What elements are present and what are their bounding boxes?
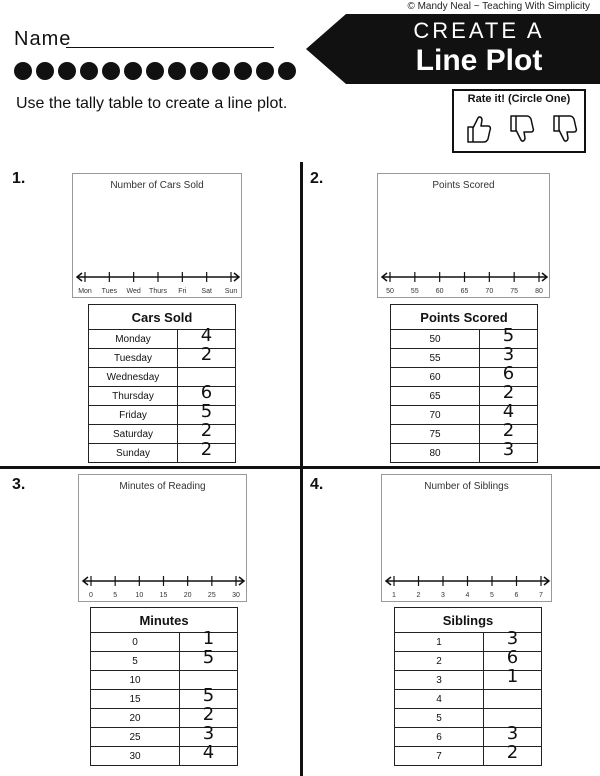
axis-tick-label: 50 (386, 288, 394, 295)
table-row (91, 747, 238, 766)
table-category: 2 (395, 652, 484, 671)
table-row (91, 633, 238, 652)
table-category: 65 (391, 387, 480, 406)
number-line (382, 475, 553, 603)
axis-tick-label: 0 (89, 592, 93, 599)
table-row (89, 368, 236, 387)
plot-title: Number of Cars Sold (110, 180, 204, 191)
dot (234, 62, 252, 80)
axis-tick-label: 4 (465, 592, 470, 599)
table-row (91, 671, 238, 690)
thumbs-down-icon[interactable] (550, 113, 578, 145)
table-category: 55 (391, 349, 480, 368)
number-line (73, 174, 243, 299)
table-category: 25 (91, 728, 180, 747)
axis-tick-label: 20 (183, 592, 192, 599)
axis-tick-label: 25 (207, 592, 216, 599)
instruction-text: Use the tally table to create a line plot. (16, 95, 288, 112)
tally-value: 5 (180, 690, 238, 709)
dot (212, 62, 230, 80)
axis-tick-label: Tues (101, 288, 117, 295)
dot (278, 62, 296, 80)
plot-title: Points Scored (432, 180, 495, 191)
tally-value: 2 (480, 387, 538, 406)
table-row (91, 690, 238, 709)
tally-value: 5 (480, 330, 538, 349)
table-category: Sunday (89, 444, 178, 463)
axis-tick-label: 2 (416, 592, 421, 599)
tally-value: 2 (480, 425, 538, 444)
axis-tick-label: 30 (232, 592, 240, 599)
table-category: 50 (391, 330, 480, 349)
problem-number: 3. (12, 476, 26, 493)
axis-tick-label: Thurs (149, 288, 167, 295)
table-category: 70 (391, 406, 480, 425)
table-category: 60 (391, 368, 480, 387)
tally-value: 5 (180, 652, 238, 671)
table-header: Cars Sold (89, 305, 236, 330)
table-category: Thursday (89, 387, 178, 406)
table-row (391, 330, 538, 349)
table-row (395, 633, 542, 652)
axis-tick-label: Sun (224, 288, 238, 295)
axis-tick-label: 70 (485, 288, 494, 295)
table-category: 80 (391, 444, 480, 463)
table-row (91, 709, 238, 728)
table-category: 0 (91, 633, 180, 652)
dot (124, 62, 142, 80)
tally-value: 3 (484, 728, 542, 747)
table-row (395, 671, 542, 690)
table-category: 10 (91, 671, 180, 690)
dot (102, 62, 120, 80)
table-header: Minutes (91, 608, 238, 633)
table-category: 3 (395, 671, 484, 690)
tally-value: 1 (484, 671, 542, 690)
tally-value: 4 (480, 406, 538, 425)
table-category: 4 (395, 690, 484, 709)
table-row (89, 387, 236, 406)
tally-value (484, 690, 542, 709)
table-category: 5 (395, 709, 484, 728)
problem-number: 2. (310, 170, 324, 187)
dot (256, 62, 274, 80)
axis-tick-label: 10 (135, 592, 144, 599)
table-category: 6 (395, 728, 484, 747)
tally-value: 2 (178, 425, 236, 444)
plot-title: Number of Siblings (424, 481, 509, 492)
tally-value: 6 (178, 387, 236, 406)
thumbs-up-icon[interactable] (464, 113, 492, 145)
axis-tick-label: 5 (113, 592, 118, 599)
line-plot-area[interactable] (78, 474, 247, 602)
table-category: 15 (91, 690, 180, 709)
table-row (91, 652, 238, 671)
axis-tick-label: 65 (460, 288, 469, 295)
axis-tick-label: 5 (490, 592, 494, 599)
table-header: Points Scored (391, 305, 538, 330)
axis-tick-label: 55 (410, 288, 419, 295)
tally-value: 6 (480, 368, 538, 387)
table-category: 5 (91, 652, 180, 671)
tally-value: 2 (178, 349, 236, 368)
tally-value: 3 (180, 728, 238, 747)
problem-number: 4. (310, 476, 324, 493)
axis-tick-label: 75 (510, 288, 519, 295)
table-category: 7 (395, 747, 484, 766)
rate-it-box (452, 89, 586, 153)
table-category: Friday (89, 406, 178, 425)
line-plot-area[interactable] (381, 474, 552, 602)
dot (146, 62, 164, 80)
dot (14, 62, 32, 80)
dot (36, 62, 54, 80)
dot (80, 62, 98, 80)
table-row (391, 425, 538, 444)
worksheet-title (358, 20, 600, 76)
horizontal-divider (0, 466, 600, 469)
table-row (395, 709, 542, 728)
title-line-2: Line Plot (415, 44, 543, 77)
rate-label: Rate it! (Circle One) (467, 93, 571, 105)
table-row (89, 406, 236, 425)
tally-value: 4 (180, 747, 238, 766)
line-plot-area[interactable] (72, 173, 242, 298)
tally-table (88, 304, 236, 463)
axis-tick-label: Sat (201, 288, 212, 295)
table-category: 30 (91, 747, 180, 766)
tally-table (394, 607, 542, 766)
dot (168, 62, 186, 80)
tally-value: 6 (484, 652, 542, 671)
dot (190, 62, 208, 80)
table-row (391, 406, 538, 425)
tally-value: 2 (180, 709, 238, 728)
table-category: Tuesday (89, 349, 178, 368)
table-category: 1 (395, 633, 484, 652)
table-category: Monday (89, 330, 178, 349)
problem-number: 1. (12, 170, 26, 187)
axis-tick-label: 1 (392, 592, 396, 599)
title-banner (306, 14, 600, 84)
tally-value: 3 (480, 444, 538, 463)
tally-value: 3 (480, 349, 538, 368)
table-header: Siblings (395, 608, 542, 633)
table-row (391, 387, 538, 406)
title-line-1: CREATE A (413, 18, 545, 43)
tally-value: 3 (484, 633, 542, 652)
axis-tick-label: Fri (178, 288, 187, 295)
axis-tick-label: 7 (539, 592, 543, 599)
vertical-divider (300, 162, 303, 776)
tally-table (90, 607, 238, 766)
plot-title: Minutes of Reading (119, 481, 206, 492)
table-row (89, 425, 236, 444)
axis-tick-label: 80 (535, 288, 543, 295)
table-row (391, 444, 538, 463)
table-row (89, 444, 236, 463)
table-category: Saturday (89, 425, 178, 444)
decorative-dots (14, 62, 296, 80)
tally-table (390, 304, 538, 463)
table-row (89, 349, 236, 368)
axis-tick-label: Wed (126, 288, 141, 295)
table-row (89, 330, 236, 349)
tally-value: 2 (484, 747, 542, 766)
copyright-text: © Mandy Neal ~ Teaching With Simplicity (407, 1, 590, 12)
axis-tick-label: 60 (435, 288, 444, 295)
tally-value: 4 (178, 330, 236, 349)
table-row (395, 652, 542, 671)
axis-tick-label: 3 (441, 592, 445, 599)
table-row (391, 349, 538, 368)
number-line (79, 475, 248, 603)
axis-tick-label: Mon (78, 288, 92, 295)
thumbs-down-icon[interactable] (507, 113, 535, 145)
name-label: Name (14, 28, 72, 50)
table-category: 75 (391, 425, 480, 444)
tally-value: 1 (180, 633, 238, 652)
table-row (395, 747, 542, 766)
axis-tick-label: 6 (514, 592, 519, 599)
table-row (395, 728, 542, 747)
line-plot-area[interactable] (377, 173, 550, 298)
dot (58, 62, 76, 80)
table-category: 20 (91, 709, 180, 728)
table-category: Wednesday (89, 368, 178, 387)
name-input-line[interactable] (66, 47, 274, 48)
number-line (378, 174, 551, 299)
tally-value: 2 (178, 444, 236, 463)
table-row (395, 690, 542, 709)
axis-tick-label: 15 (159, 592, 168, 599)
tally-value: 5 (178, 406, 236, 425)
table-row (91, 728, 238, 747)
table-row (391, 368, 538, 387)
